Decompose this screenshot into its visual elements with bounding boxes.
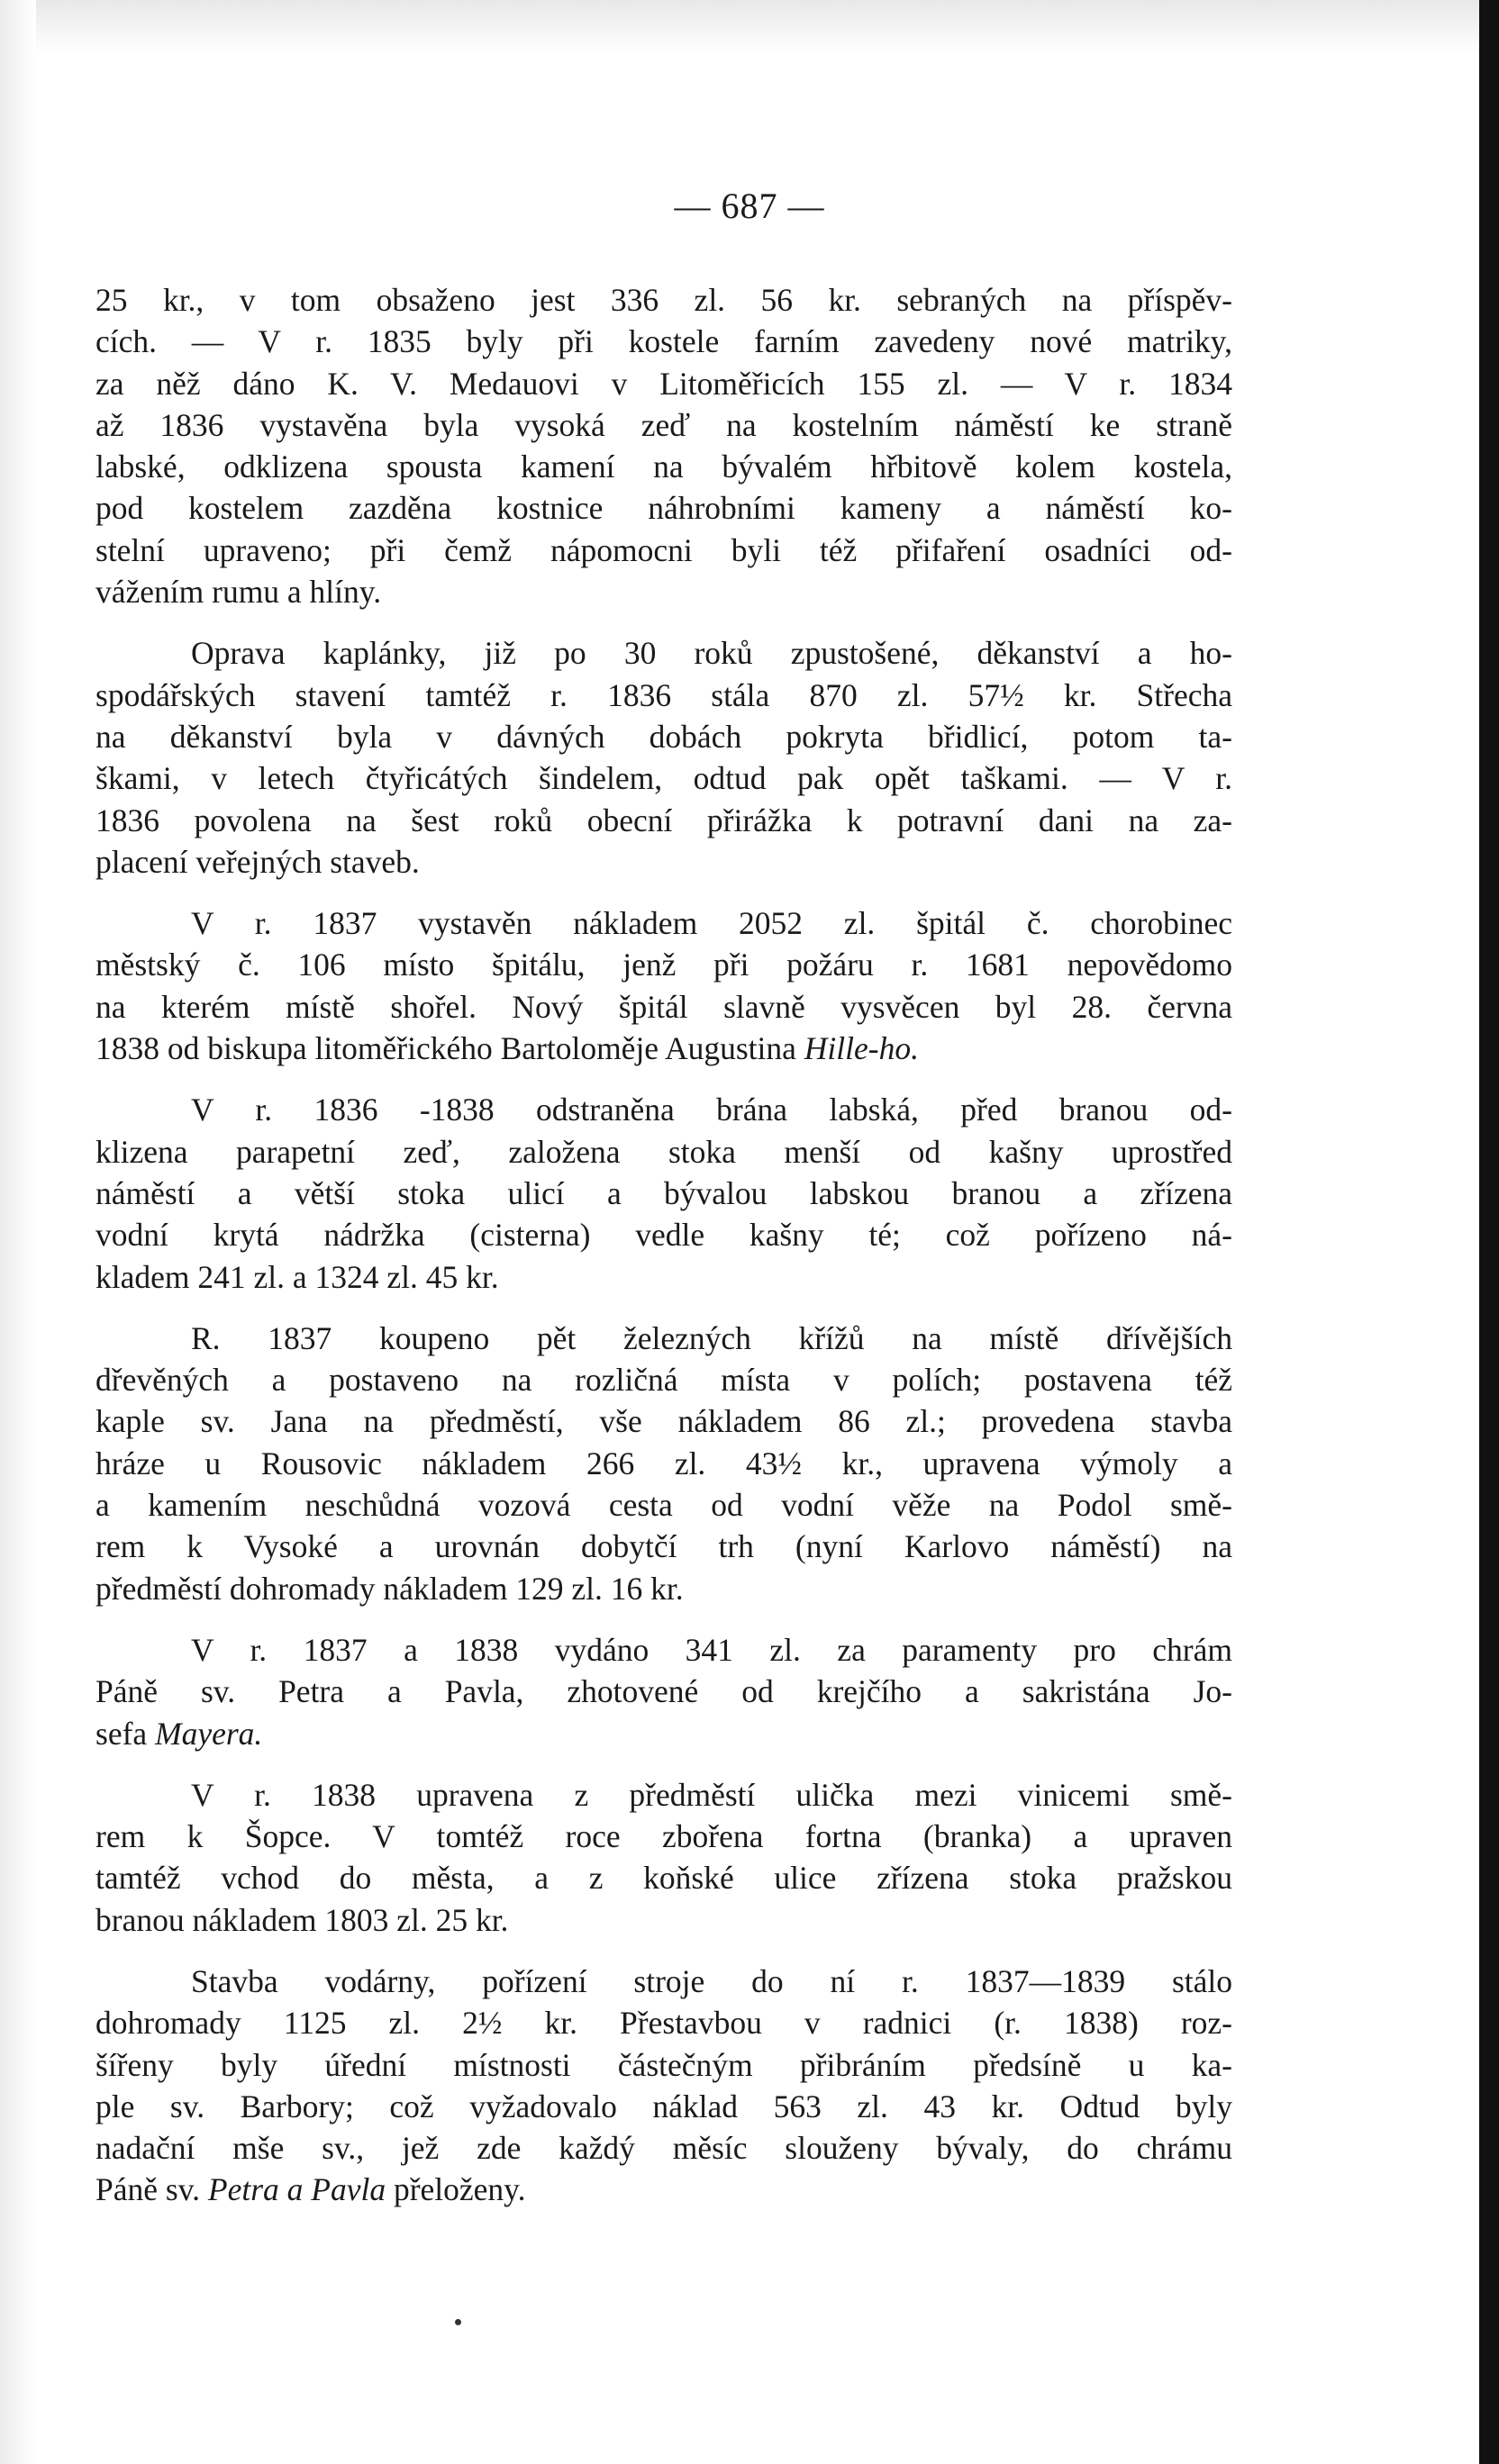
text-line: rem k Vysoké a urovnán dobytčí trh (nyní Karlovo náměstí) na — [95, 1528, 1232, 1565]
paragraph-6 — [95, 1629, 1232, 1754]
italic-name: Petra a Pavla — [207, 2171, 386, 2208]
text-line: 1836 povolena na šest roků obecní přirážka k potravní dani na za- — [95, 802, 1232, 838]
text-line: kladem 241 zl. a 1324 zl. 45 kr. — [95, 1258, 499, 1295]
text-line: šířeny byly úřední místnosti částečným přibráním předsíně u ka- — [95, 2046, 1232, 2083]
page-number: — 687 — — [674, 186, 825, 226]
scan-speck — [455, 2319, 461, 2325]
text-line: placení veřejných staveb. — [95, 843, 420, 880]
text-line: vážením rumu a hlíny. — [95, 574, 382, 611]
text-line: na kterém místě shořel. Nový špitál slavně vysvěcen byl 28. června — [95, 988, 1232, 1025]
text-line: cích. — V r. 1835 byly při kostele farním zavedeny nové matriky, — [95, 323, 1232, 360]
italic-name: Mayera. — [155, 1715, 263, 1752]
paragraph-3 — [95, 902, 1232, 1069]
text-line: dohromady 1125 zl. 2½ kr. Přestavbou v radnici (r. 1838) roz- — [95, 2005, 1232, 2042]
text-line: labské, odklizena spousta kamení na bývalém hřbitově kolem kostela, — [95, 448, 1232, 485]
text-line: tamtéž vchod do města, a z koňské ulice zřízena stoka pražskou — [95, 1860, 1232, 1897]
text-line: náměstí a větší stoka ulicí a bývalou labskou branou a zřízena — [95, 1174, 1232, 1211]
text-line: pod kostelem zazděna kostnice náhrobními kameny a náměstí ko- — [95, 490, 1232, 527]
text-fragment: sefa — [95, 1715, 156, 1752]
text-line: R. 1837 koupeno pět železných křížů na místě dřívějších — [191, 1319, 1232, 1356]
text-line: V r. 1837 vystavěn nákladem 2052 zl. špitál č. chorobinec — [191, 905, 1232, 942]
text-line — [95, 1713, 1232, 1754]
text-line — [95, 2169, 1232, 2210]
text-line: dřevěných a postaveno na rozličná místa v polích; postavena též — [95, 1362, 1232, 1399]
text-fragment: 1838 od biskupa litoměřického Bartoloměje Augustina — [95, 1030, 804, 1067]
text-line: Páně sv. Petra a Pavla, zhotovené od krejčího a sakristána Jo- — [95, 1673, 1232, 1710]
text-line: předměstí dohromady nákladem 129 zl. 16 kr. — [95, 1570, 684, 1607]
text-line: až 1836 vystavěna byla vysoká zeď na kostelním náměstí ke straně — [95, 406, 1232, 443]
text-line: nadační mše sv., jež zde každý měsíc slouženy bývaly, do chrámu — [95, 2130, 1232, 2167]
text-line: ple sv. Barbory; což vyžadovalo náklad 563 zl. 43 kr. Odtud byly — [95, 2088, 1232, 2124]
text-line: za něž dáno K. V. Medauovi v Litoměřicích 155 zl. — V r. 1834 — [95, 365, 1232, 402]
italic-name: Hille-ho. — [804, 1030, 919, 1067]
text-line: klizena parapetní zeď, založena stoka menší od kašny uprostřed — [95, 1133, 1232, 1170]
scan-right-edge — [1479, 0, 1499, 2464]
paragraph-1 — [95, 279, 1232, 612]
scan-top-shading — [0, 0, 1499, 54]
text-line: a kamením neschůdná vozová cesta od vodní věže na Podol smě- — [95, 1487, 1232, 1524]
text-line: stelní upraveno; při čemž nápomocni byli též přifaření osadníci od- — [95, 531, 1232, 568]
body-text — [95, 279, 1232, 2211]
text-fragment: Páně sv. — [95, 2171, 208, 2208]
text-line: na děkanství byla v dávných dobách pokryta břidlicí, potom ta- — [95, 718, 1232, 755]
text-line: rem k Šopce. V tomtéž roce zbořena fortna (branka) a upraven — [95, 1818, 1232, 1855]
text-line: hráze u Rousovic nákladem 266 zl. 43½ kr., upravena výmoly a — [95, 1445, 1232, 1481]
text-line: kaple sv. Jana na předměstí, vše nákladem 86 zl.; provedena stavba — [95, 1403, 1232, 1440]
text-line: Stavba vodárny, pořízení stroje do ní r. 1837—1839 stálo — [191, 1962, 1232, 1999]
text-line: branou nákladem 1803 zl. 25 kr. — [95, 1901, 509, 1938]
text-line: škami, v letech čtyřicátých šindelem, odtud pak opět taškami. — V r. — [95, 760, 1232, 797]
text-line: vodní krytá nádržka (cisterna) vedle kašny té; což pořízeno ná- — [95, 1217, 1232, 1254]
text-line: V r. 1838 upravena z předměstí ulička mezi vinicemi smě- — [191, 1776, 1232, 1813]
scan-left-shading — [0, 0, 36, 2464]
paragraph-5 — [95, 1318, 1232, 1609]
text-line: 25 kr., v tom obsaženo jest 336 zl. 56 kr. sebraných na příspěv- — [95, 282, 1232, 318]
text-line: Oprava kaplánky, již po 30 roků zpustošené, děkanství a ho- — [191, 635, 1232, 672]
text-line: spodářských stavení tamtéž r. 1836 stála 870 zl. 57½ kr. Střecha — [95, 676, 1232, 713]
text-line — [95, 1028, 1232, 1069]
paragraph-2 — [95, 632, 1232, 883]
text-fragment: přeloženy. — [386, 2171, 526, 2208]
text-line: V r. 1836 -1838 odstraněna brána labská, před branou od- — [191, 1092, 1232, 1128]
paragraph-4 — [95, 1089, 1232, 1297]
text-line: V r. 1837 a 1838 vydáno 341 zl. za paramenty pro chrám — [191, 1631, 1232, 1668]
paragraph-8 — [95, 1961, 1232, 2211]
text-line: městský č. 106 místo špitálu, jenž při požáru r. 1681 nepovědomo — [95, 947, 1232, 983]
paragraph-7 — [95, 1774, 1232, 1941]
